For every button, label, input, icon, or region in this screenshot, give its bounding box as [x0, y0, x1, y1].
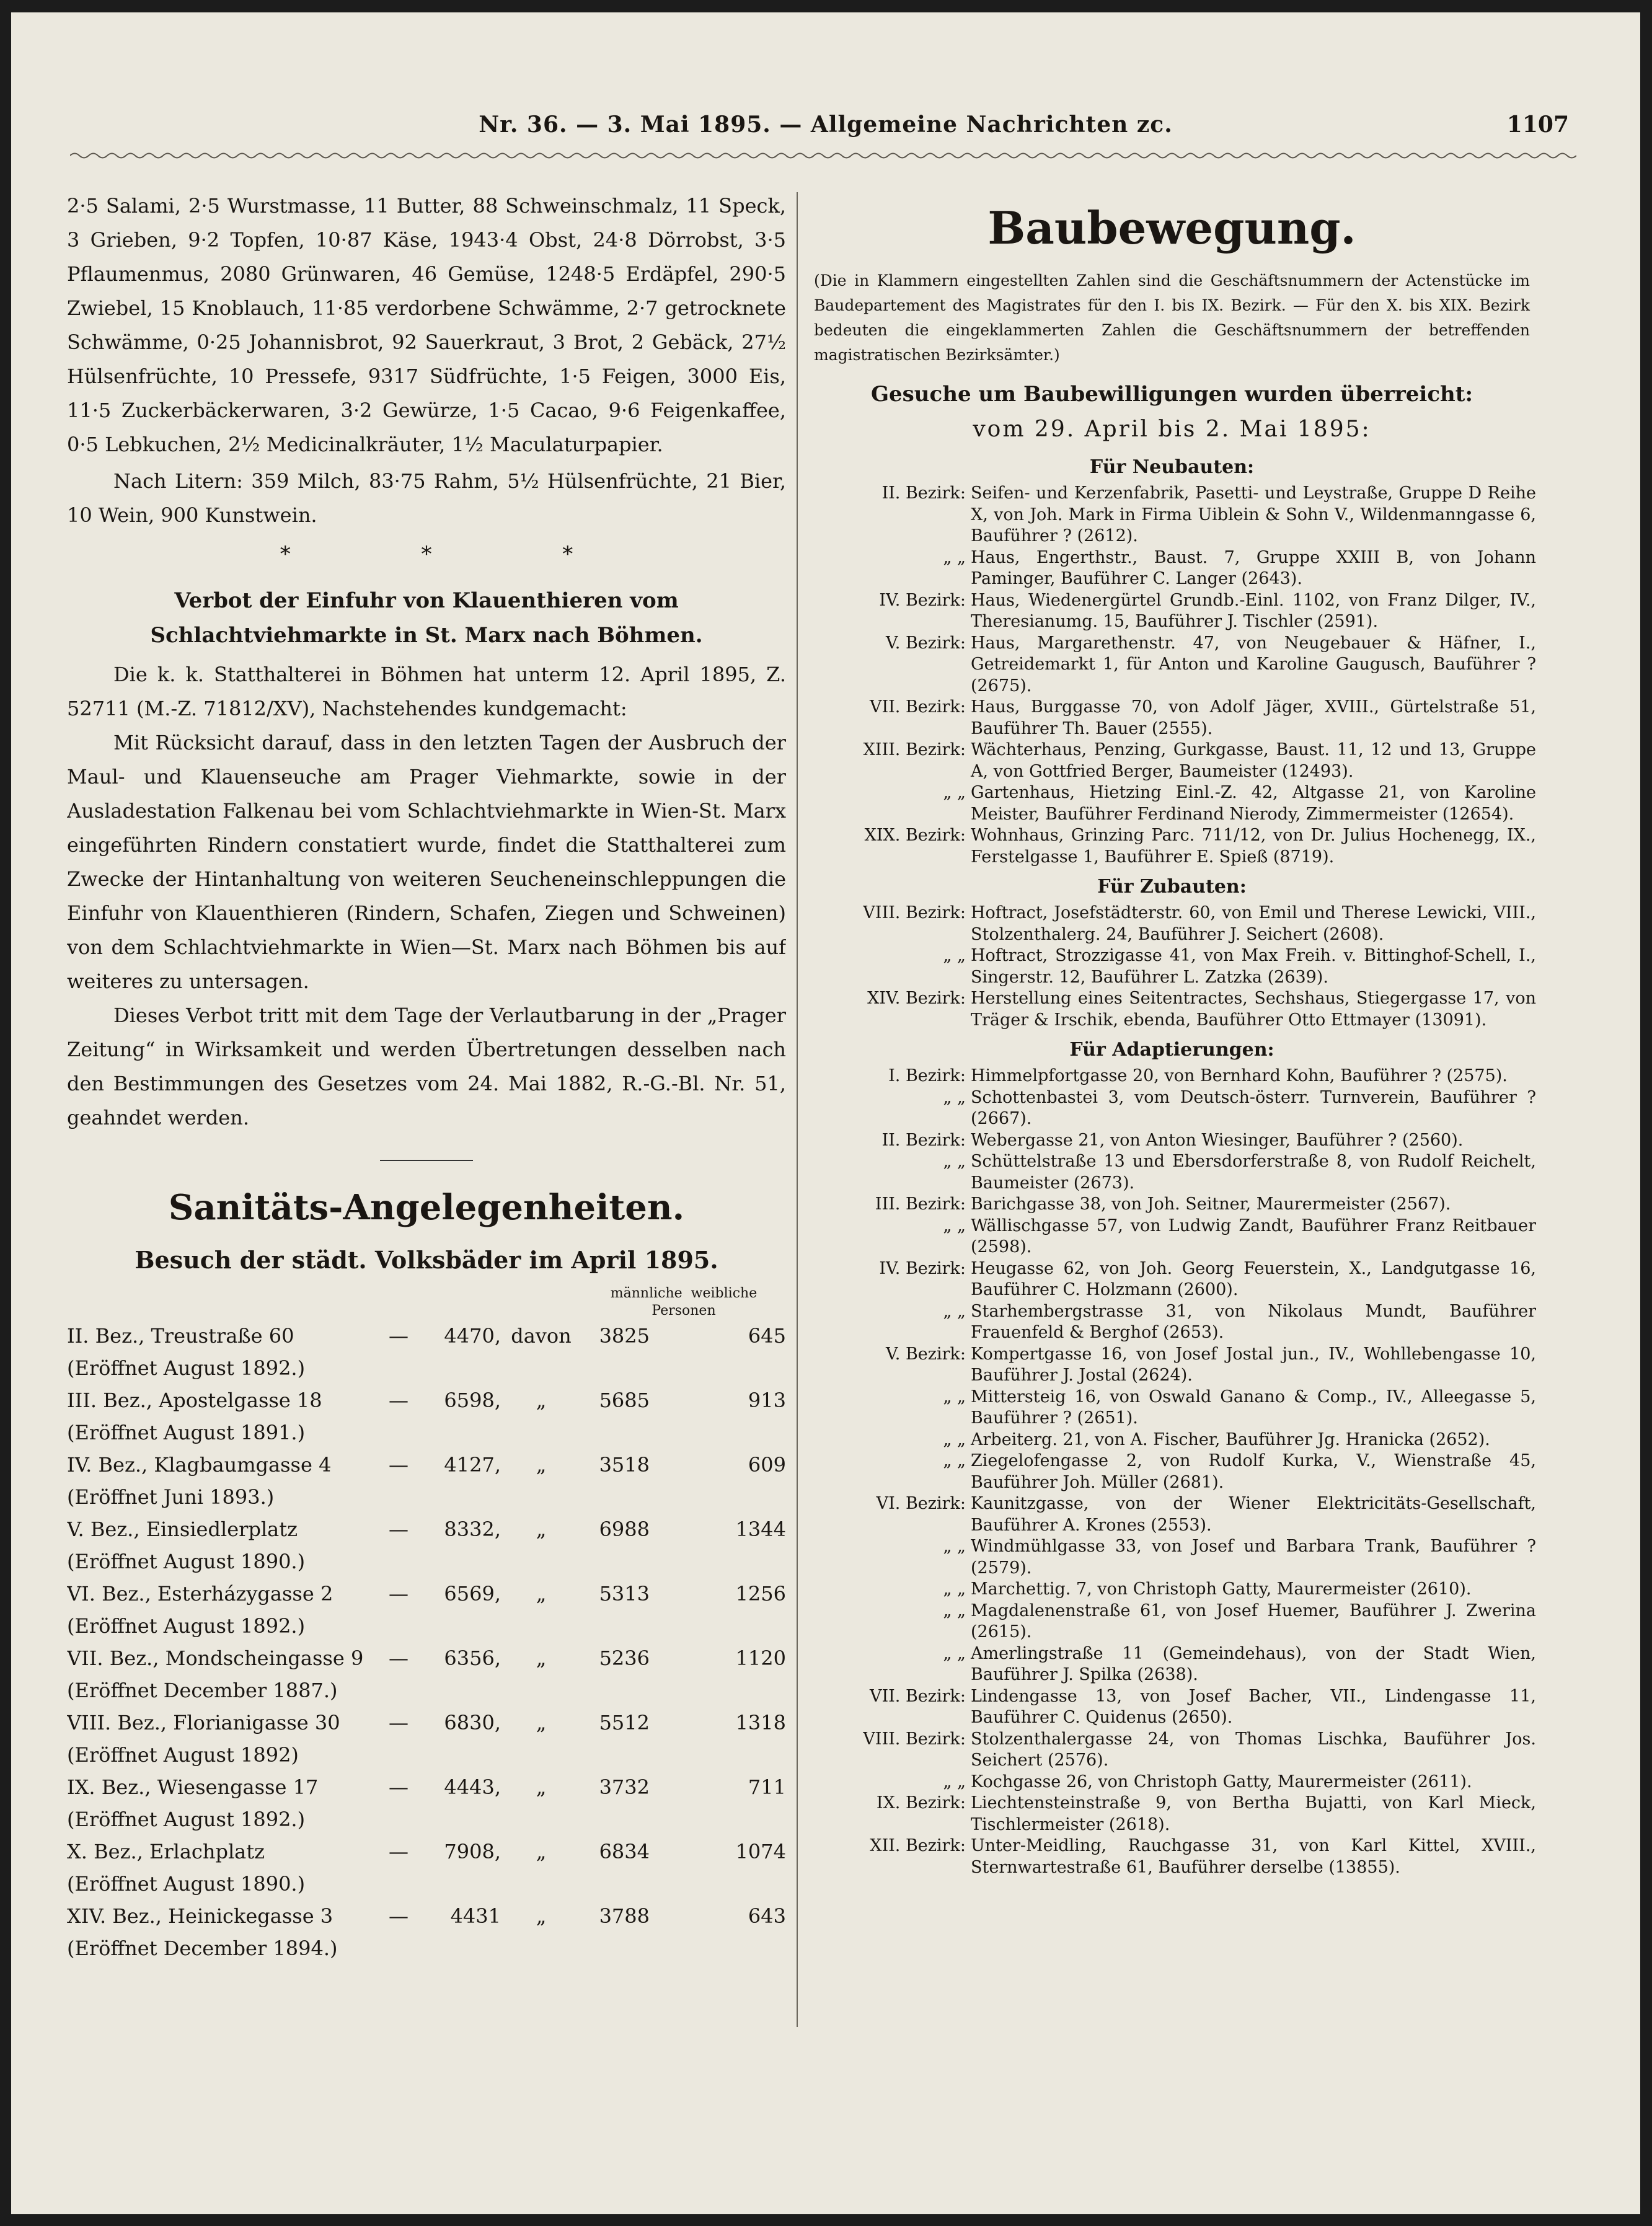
bath-female: 1256 — [735, 1582, 786, 1605]
page-number: 1107 — [1506, 112, 1569, 138]
bath-opened: (Eröffnet August 1892.) — [67, 1614, 306, 1638]
bath-total: 4470, — [444, 1324, 501, 1348]
permit-district: IX. Bezirk: — [876, 1793, 966, 1813]
sanitats-heading: Sanitäts-Angelegenheiten. — [168, 1187, 685, 1228]
permit-text: Haus, Wiedenergürtel Grundb.-Einl. 1102, von Franz Dilger, IV., Theresianumg. 15, Bauführer J. Tischler (2591). — [971, 590, 1536, 631]
permit-text: Marchettig. 7, von Christoph Gatty, Maurermeister (2610). — [971, 1579, 1472, 1599]
left-column — [67, 189, 786, 2049]
permit-entry — [808, 1429, 1536, 1451]
col-header-female: weibliche — [691, 1286, 758, 1301]
permit-text: Mittersteig 16, von Oswald Ganano & Comp., IV., Alleegasse 5, Bauführer ? (2651). — [971, 1387, 1536, 1428]
permit-entry — [808, 697, 1536, 740]
permit-entry — [808, 1066, 1536, 1087]
col-header-persons: Personen — [652, 1303, 716, 1318]
baths-table — [67, 1285, 786, 1964]
permit-entry — [808, 1451, 1536, 1493]
permit-district: „ „ — [943, 946, 966, 965]
permit-entry — [808, 825, 1536, 868]
permit-district: „ „ — [943, 1537, 966, 1556]
bath-male: 3788 — [599, 1904, 650, 1928]
permit-entry — [808, 1686, 1536, 1729]
bath-name: IV. Bez., Klagbaumgasse 4 — [67, 1453, 332, 1477]
permit-text: Kochgasse 26, von Christoph Gatty, Maurermeister (2611). — [971, 1772, 1472, 1791]
bath-davon: „ — [536, 1582, 547, 1605]
permit-text: Seifen- und Kerzenfabrik, Pasetti- und Leystraße, Gruppe D Reihe X, von Joh. Mark in Firma Uiblein & Sohn V., Wildenmanngasse 6, Bauführer ? (2612). — [971, 484, 1536, 545]
baths-table-header — [67, 1285, 786, 1320]
permit-district: „ „ — [943, 1387, 966, 1407]
bath-davon: „ — [536, 1453, 547, 1477]
bath-opened-row — [67, 1481, 786, 1513]
permit-entry — [808, 1087, 1536, 1130]
bath-female: 645 — [748, 1324, 786, 1348]
permit-text: Starhembergstrasse 31, von Nikolaus Mundt, Bauführer Frauenfeld & Berghof (2653). — [971, 1301, 1536, 1342]
bath-row — [67, 1578, 786, 1610]
bath-dash: — — [389, 1517, 409, 1541]
baubewegung-note: (Die in Klammern eingestellten Zahlen sind die Geschäftsnummern der Actenstücke im Baudepartement des Magistrates für den I. bis IX. Bezirk. — Für den X. bis XIX. Bezirk bedeuten die eingeklammerten Zahlen die Geschäftsnummern der betreffenden magistratischen Bezirksämter.) — [814, 272, 1530, 364]
bath-opened: (Eröffnet August 1891.) — [67, 1421, 306, 1444]
permit-text: Stolzenthalergasse 24, von Thomas Lischka, Bauführer Jos. Seichert (2576). — [971, 1729, 1536, 1770]
permit-entry — [808, 1258, 1536, 1301]
bath-opened-row — [67, 1803, 786, 1835]
permit-section-heading: Für Neubauten: — [1089, 456, 1255, 478]
bath-dash: — — [389, 1582, 409, 1605]
bath-davon: „ — [536, 1840, 547, 1863]
date-range: vom 29. April bis 2. Mai 1895: — [973, 417, 1371, 442]
permit-entry — [808, 1601, 1536, 1643]
bath-opened: (Eröffnet August 1890.) — [67, 1550, 306, 1573]
bath-row — [67, 1642, 786, 1674]
permit-text: Lindengasse 13, von Josef Bacher, VII., Lindengasse 11, Bauführer C. Quidenus (2650). — [971, 1686, 1536, 1727]
permit-text: Hoftract, Josefstädterstr. 60, von Emil und Therese Lewicki, VIII., Stolzenthalerg. 24, Bauführer J. Seichert (2608). — [971, 903, 1536, 944]
bath-davon: „ — [536, 1711, 547, 1734]
bath-name: VI. Bez., Esterházygasse 2 — [67, 1582, 333, 1605]
bath-row — [67, 1707, 786, 1739]
permit-text: Haus, Margarethenstr. 47, von Neugebauer & Häfner, I., Getreidemarkt 1, für Anton und Karoline Gaugusch, Bauführer ? (2675). — [971, 633, 1536, 696]
permit-entry — [808, 1194, 1536, 1216]
permit-district: XII. Bezirk: — [870, 1836, 966, 1855]
permit-text: Magdalenenstraße 61, von Josef Huemer, Bauführer J. Zwerina (2615). — [971, 1601, 1536, 1641]
permit-text: Webergasse 21, von Anton Wiesinger, Bauführer ? (2560). — [971, 1130, 1464, 1150]
bath-davon: davon — [511, 1324, 572, 1348]
verbot-paragraph-2: Mit Rücksicht darauf, dass in den letzten Tagen der Ausbruch der Maul- und Klauenseuche am Prager Viehmarkte, sowie in der Ausladestation Falkenau bei vom Schlachtviehmarkte in Wien-St. Marx eingeführten Rindern constatiert wurde, findet die Statthalterei zum Zwecke der Hintanhaltung von weiteren Seucheneinschleppungen die Einfuhr von Klauenthieren (Rindern, Schafen, Ziegen und Schweinen) von dem Schlachtviehmarkte in Wien—St. Marx nach Böhmen bis auf weiteres zu untersagen. — [67, 731, 786, 993]
permit-text: Amerlingstraße 11 (Gemeindehaus), von der Stadt Wien, Bauführer J. Spilka (2638). — [971, 1643, 1536, 1684]
permit-text: Haus, Engerthstr., Baust. 7, Gruppe XXIII B, von Johann Paminger, Bauführer C. Langer (2643). — [971, 547, 1536, 588]
right-column — [808, 189, 1536, 2061]
bath-female: 913 — [748, 1389, 786, 1412]
bath-opened: (Eröffnet August 1892.) — [67, 1356, 306, 1380]
bath-name: II. Bez., Treustraße 60 — [67, 1324, 294, 1348]
permit-text: Kaunitzgasse, von der Wiener Elektricitäts-Gesellschaft, Bauführer A. Krones (2553). — [971, 1494, 1536, 1535]
running-header — [48, 112, 1603, 149]
permit-entry — [808, 1536, 1536, 1579]
bath-davon: „ — [536, 1904, 547, 1928]
bath-female: 711 — [748, 1775, 786, 1799]
bath-davon: „ — [536, 1775, 547, 1799]
permit-text: Gartenhaus, Hietzing Einl.-Z. 42, Altgasse 21, von Karoline Meister, Bauführer Ferdinand Nierody, Zimmermeister (12654). — [971, 783, 1536, 824]
permit-district: „ „ — [943, 1429, 966, 1449]
newspaper-page — [11, 12, 1640, 2214]
bath-opened: (Eröffnet August 1892.) — [67, 1808, 306, 1831]
running-head: Nr. 36. — 3. Mai 1895. — Allgemeine Nachrichten zc. — [479, 112, 1173, 138]
permit-entry — [808, 633, 1536, 697]
permit-entry — [808, 1579, 1536, 1601]
permit-entry — [808, 903, 1536, 945]
col-header-male: männliche — [610, 1286, 682, 1301]
verbot-paragraph-1: Die k. k. Statthalterei in Böhmen hat unterm 12. April 1895, Z. 52711 (M.-Z. 71812/XV), Nachstehendes kundgemacht: — [67, 663, 786, 720]
permit-district: XIX. Bezirk: — [864, 826, 966, 845]
permit-entry — [808, 782, 1536, 825]
permit-district: VIII. Bezirk: — [863, 1729, 966, 1749]
permit-district: III. Bezirk: — [875, 1195, 966, 1214]
permit-district: „ „ — [943, 1216, 966, 1235]
permit-district: „ „ — [943, 1087, 966, 1107]
bath-name: XIV. Bez., Heinickegasse 3 — [67, 1904, 333, 1928]
bath-row — [67, 1320, 786, 1352]
permit-entry — [808, 547, 1536, 590]
permit-sections — [808, 452, 1536, 1878]
asterism-separator: * * * — [280, 542, 635, 567]
bath-opened-row — [67, 1674, 786, 1707]
bath-opened: (Eröffnet August 1892) — [67, 1743, 299, 1767]
permit-entry — [808, 1493, 1536, 1536]
bath-row — [67, 1384, 786, 1416]
liters-paragraph: Nach Litern: 359 Milch, 83·75 Rahm, 5½ Hülsenfrüchte, 21 Bier, 10 Wein, 900 Kunstwein. — [67, 469, 786, 527]
permit-text: Wohnhaus, Grinzing Parc. 711/12, von Dr. Julius Hochenegg, IX., Ferstelgasse 1, Bauführer E. Spieß (8719). — [971, 826, 1536, 867]
permit-entry — [808, 1729, 1536, 1772]
bath-total: 6356, — [444, 1646, 501, 1670]
bath-dash: — — [389, 1711, 409, 1734]
bath-female: 1318 — [735, 1711, 786, 1734]
permit-text: Unter-Meidling, Rauchgasse 31, von Karl Kittel, XVIII., Sternwartestraße 61, Bauführer derselbe (13855). — [971, 1836, 1536, 1877]
gesuche-heading: Gesuche um Baubewilligungen wurden überreicht: — [871, 382, 1473, 407]
permit-text: Schottenbastei 3, vom Deutsch-österr. Turnverein, Bauführer ? (2667). — [971, 1087, 1536, 1128]
bath-name: VIII. Bez., Florianigasse 30 — [67, 1711, 340, 1734]
bath-opened-row — [67, 1545, 786, 1578]
bath-female: 1120 — [735, 1646, 786, 1670]
permit-text: Liechtensteinstraße 9, von Bertha Bujatti, von Karl Mieck, Tischlermeister (2618). — [971, 1793, 1536, 1834]
permit-district: „ „ — [943, 1301, 966, 1321]
permit-entry — [808, 945, 1536, 988]
permit-district: II. Bezirk: — [881, 484, 966, 503]
bath-row — [67, 1835, 786, 1868]
bath-davon: „ — [536, 1646, 547, 1670]
permit-district: „ „ — [943, 1643, 966, 1663]
permit-district: V. Bezirk: — [886, 1344, 966, 1364]
permit-entry — [808, 1835, 1536, 1878]
market-list-paragraph: 2·5 Salami, 2·5 Wurstmasse, 11 Butter, 88 Schweinschmalz, 11 Speck, 3 Grieben, 9·2 Topfen, 10·87 Käse, 1943·4 Obst, 24·8 Dörrobst, 3·5 Pflaumenmus, 2080 Grünwaren, 46 Gemüse, 1248·5 Erdäpfel, 290·5 Zwiebel, 15 Knoblauch, 11·85 verdorbene Schwämme, 2·7 getrocknete Schwämme, 0·25 Johannisbrot, 92 Sauerkraut, 3 Brot, 2 Gebäck, 27½ Hülsenfrüchte, 10 Pressefe, 9317 Südfrüchte, 1·5 Feigen, 3000 Eis, 11·5 Zuckerbäckerwaren, 3·2 Gewürze, 1·5 Cacao, 9·6 Feigenkaffee, 0·5 Lebkuchen, 2½ Medicinalkräuter, 1½ Maculaturpapier. — [67, 194, 786, 456]
bath-female: 1074 — [735, 1840, 786, 1863]
bath-male: 6834 — [599, 1840, 650, 1863]
bath-total: 4431 — [450, 1904, 501, 1928]
bath-dash: — — [389, 1840, 409, 1863]
column-divider — [797, 192, 798, 2027]
header-wavy-rule — [70, 150, 1576, 161]
bath-female: 609 — [748, 1453, 786, 1477]
permit-district: IV. Bezirk: — [879, 1258, 966, 1278]
bath-total: 6830, — [444, 1711, 501, 1734]
permit-entry — [808, 1216, 1536, 1258]
permit-entry — [808, 483, 1536, 547]
permit-entry — [808, 1301, 1536, 1344]
permit-text: Hoftract, Strozzigasse 41, von Max Freih. v. Bittinghof-Schell, I., Singerstr. 12, Bauführer L. Zatzka (2639). — [971, 946, 1536, 987]
permit-district: XIII. Bezirk: — [863, 740, 966, 759]
bath-opened: (Eröffnet Juni 1893.) — [67, 1485, 275, 1509]
permit-district: „ „ — [943, 1772, 966, 1791]
bath-male: 5512 — [599, 1711, 650, 1734]
bath-opened-row — [67, 1416, 786, 1449]
permit-text: Schüttelstraße 13 und Ebersdorferstraße 8, von Rudolf Reichelt, Baumeister (2673). — [971, 1152, 1536, 1193]
bath-dash: — — [389, 1775, 409, 1799]
permit-district: „ „ — [943, 1601, 966, 1620]
bath-total: 6569, — [444, 1582, 501, 1605]
bath-total: 7908, — [444, 1840, 501, 1863]
permit-district: „ „ — [943, 783, 966, 802]
permit-district: „ „ — [943, 1451, 966, 1470]
bath-opened-row — [67, 1352, 786, 1384]
permit-entry — [808, 1643, 1536, 1686]
permit-text: Haus, Burggasse 70, von Adolf Jäger, XVIII., Gürtelstraße 51, Bauführer Th. Bauer (2555). — [971, 697, 1536, 738]
permit-district: I. Bezirk: — [888, 1066, 966, 1085]
bath-row — [67, 1449, 786, 1481]
permit-entry — [808, 1793, 1536, 1835]
permit-text: Windmühlgasse 33, von Josef und Barbara Trank, Bauführer ? (2579). — [971, 1537, 1536, 1578]
permit-district: „ „ — [943, 547, 966, 567]
permit-district: V. Bezirk: — [886, 633, 966, 653]
bath-opened-row — [67, 1932, 786, 1964]
permit-entry — [808, 1344, 1536, 1387]
bath-row — [67, 1900, 786, 1932]
permit-district: VI. Bezirk: — [876, 1494, 966, 1513]
permit-district: VII. Bezirk: — [869, 1686, 966, 1706]
bath-total: 8332, — [444, 1517, 501, 1541]
bath-name: III. Bez., Apostelgasse 18 — [67, 1389, 322, 1412]
bath-total: 4127, — [444, 1453, 501, 1477]
bath-dash: — — [389, 1453, 409, 1477]
bath-total: 6598, — [444, 1389, 501, 1412]
permit-text: Heugasse 62, von Joh. Georg Feuerstein, X., Landgutgasse 16, Bauführer C. Holzmann (2600). — [971, 1258, 1536, 1299]
baubewegung-title: Baubewegung. — [987, 201, 1356, 254]
bath-opened-row — [67, 1610, 786, 1642]
permit-district: IV. Bezirk: — [879, 590, 966, 610]
permit-section-heading: Für Zubauten: — [1097, 876, 1247, 898]
bath-male: 3732 — [599, 1775, 650, 1799]
bath-dash: — — [389, 1646, 409, 1670]
verbot-heading: Verbot der Einfuhr von Klauenthieren vom Schlachtviehmarkte in St. Marx nach Böhmen. — [150, 588, 703, 648]
permit-district: „ „ — [943, 1579, 966, 1599]
permit-district: VIII. Bezirk: — [863, 903, 966, 922]
bath-davon: „ — [536, 1389, 547, 1412]
bath-male: 5685 — [599, 1389, 650, 1412]
permit-district: „ „ — [943, 1152, 966, 1171]
permit-text: Wällischgasse 57, von Ludwig Zandt, Bauführer Franz Reitbauer (2598). — [971, 1216, 1536, 1257]
permit-text: Wächterhaus, Penzing, Gurkgasse, Baust. 11, 12 und 13, Gruppe A, von Gottfried Berger, Baumeister (12493). — [971, 740, 1536, 781]
bath-female: 643 — [748, 1904, 786, 1928]
bath-female: 1344 — [735, 1517, 786, 1541]
permit-text: Barichgasse 38, von Joh. Seitner, Maurermeister (2567). — [971, 1195, 1451, 1214]
bath-dash: — — [389, 1904, 409, 1928]
permit-text: Ziegelofengasse 2, von Rudolf Kurka, V., Wienstraße 45, Bauführer Joh. Müller (2681). — [971, 1451, 1536, 1492]
permit-district: VII. Bezirk: — [869, 697, 966, 717]
bath-row — [67, 1771, 786, 1803]
bath-name: V. Bez., Einsiedlerplatz — [67, 1517, 298, 1541]
bath-total: 4443, — [444, 1775, 501, 1799]
section-divider — [380, 1160, 473, 1161]
permit-district: II. Bezirk: — [881, 1130, 966, 1150]
baths-heading: Besuch der städt. Volksbäder im April 1895. — [135, 1246, 718, 1274]
bath-davon: „ — [536, 1517, 547, 1541]
permit-text: Arbeiterg. 21, von A. Fischer, Bauführer Jg. Hranicka (2652). — [971, 1429, 1490, 1449]
bath-male: 5313 — [599, 1582, 650, 1605]
bath-dash: — — [389, 1389, 409, 1412]
permit-entry — [808, 1151, 1536, 1194]
bath-name: VII. Bez., Mondscheingasse 9 — [67, 1646, 364, 1670]
bath-male: 5236 — [599, 1646, 650, 1670]
permit-entry — [808, 1130, 1536, 1152]
bath-male: 3518 — [599, 1453, 650, 1477]
bath-opened: (Eröffnet December 1887.) — [67, 1679, 338, 1702]
permit-district: XIV. Bezirk: — [867, 989, 966, 1008]
bath-name: IX. Bez., Wiesengasse 17 — [67, 1775, 319, 1799]
permit-text: Herstellung eines Seitentractes, Sechshaus, Stiegergasse 17, von Träger & Irschik, ebenda, Bauführer Otto Ettmayer (13091). — [971, 989, 1536, 1030]
bath-opened: (Eröffnet August 1890.) — [67, 1872, 306, 1896]
bath-row — [67, 1513, 786, 1545]
bath-dash: — — [389, 1324, 409, 1348]
bath-opened-row — [67, 1868, 786, 1900]
verbot-paragraph-3: Dieses Verbot tritt mit dem Tage der Verlautbarung in der „Prager Zeitung“ in Wirksamkeit und werden Übertretungen desselben nach den Bestimmungen des Gesetzes vom 24. Mai 1882, R.-G.-Bl. Nr. 51, geahndet werden. — [67, 1004, 786, 1129]
bath-male: 6988 — [599, 1517, 650, 1541]
bath-name: X. Bez., Erlachplatz — [67, 1840, 265, 1863]
permit-text: Himmelpfortgasse 20, von Bernhard Kohn, Bauführer ? (2575). — [971, 1066, 1508, 1085]
permit-entry — [808, 590, 1536, 633]
permit-entry — [808, 1772, 1536, 1793]
bath-opened: (Eröffnet December 1894.) — [67, 1937, 338, 1960]
permit-section-heading: Für Adaptierungen: — [1069, 1039, 1274, 1061]
bath-male: 3825 — [599, 1324, 650, 1348]
bath-opened-row — [67, 1739, 786, 1771]
permit-entry — [808, 740, 1536, 782]
permit-entry — [808, 988, 1536, 1031]
permit-entry — [808, 1387, 1536, 1429]
permit-text: Kompertgasse 16, von Josef Jostal jun., IV., Wohllebengasse 10, Bauführer J. Jostal (2624). — [971, 1344, 1536, 1385]
